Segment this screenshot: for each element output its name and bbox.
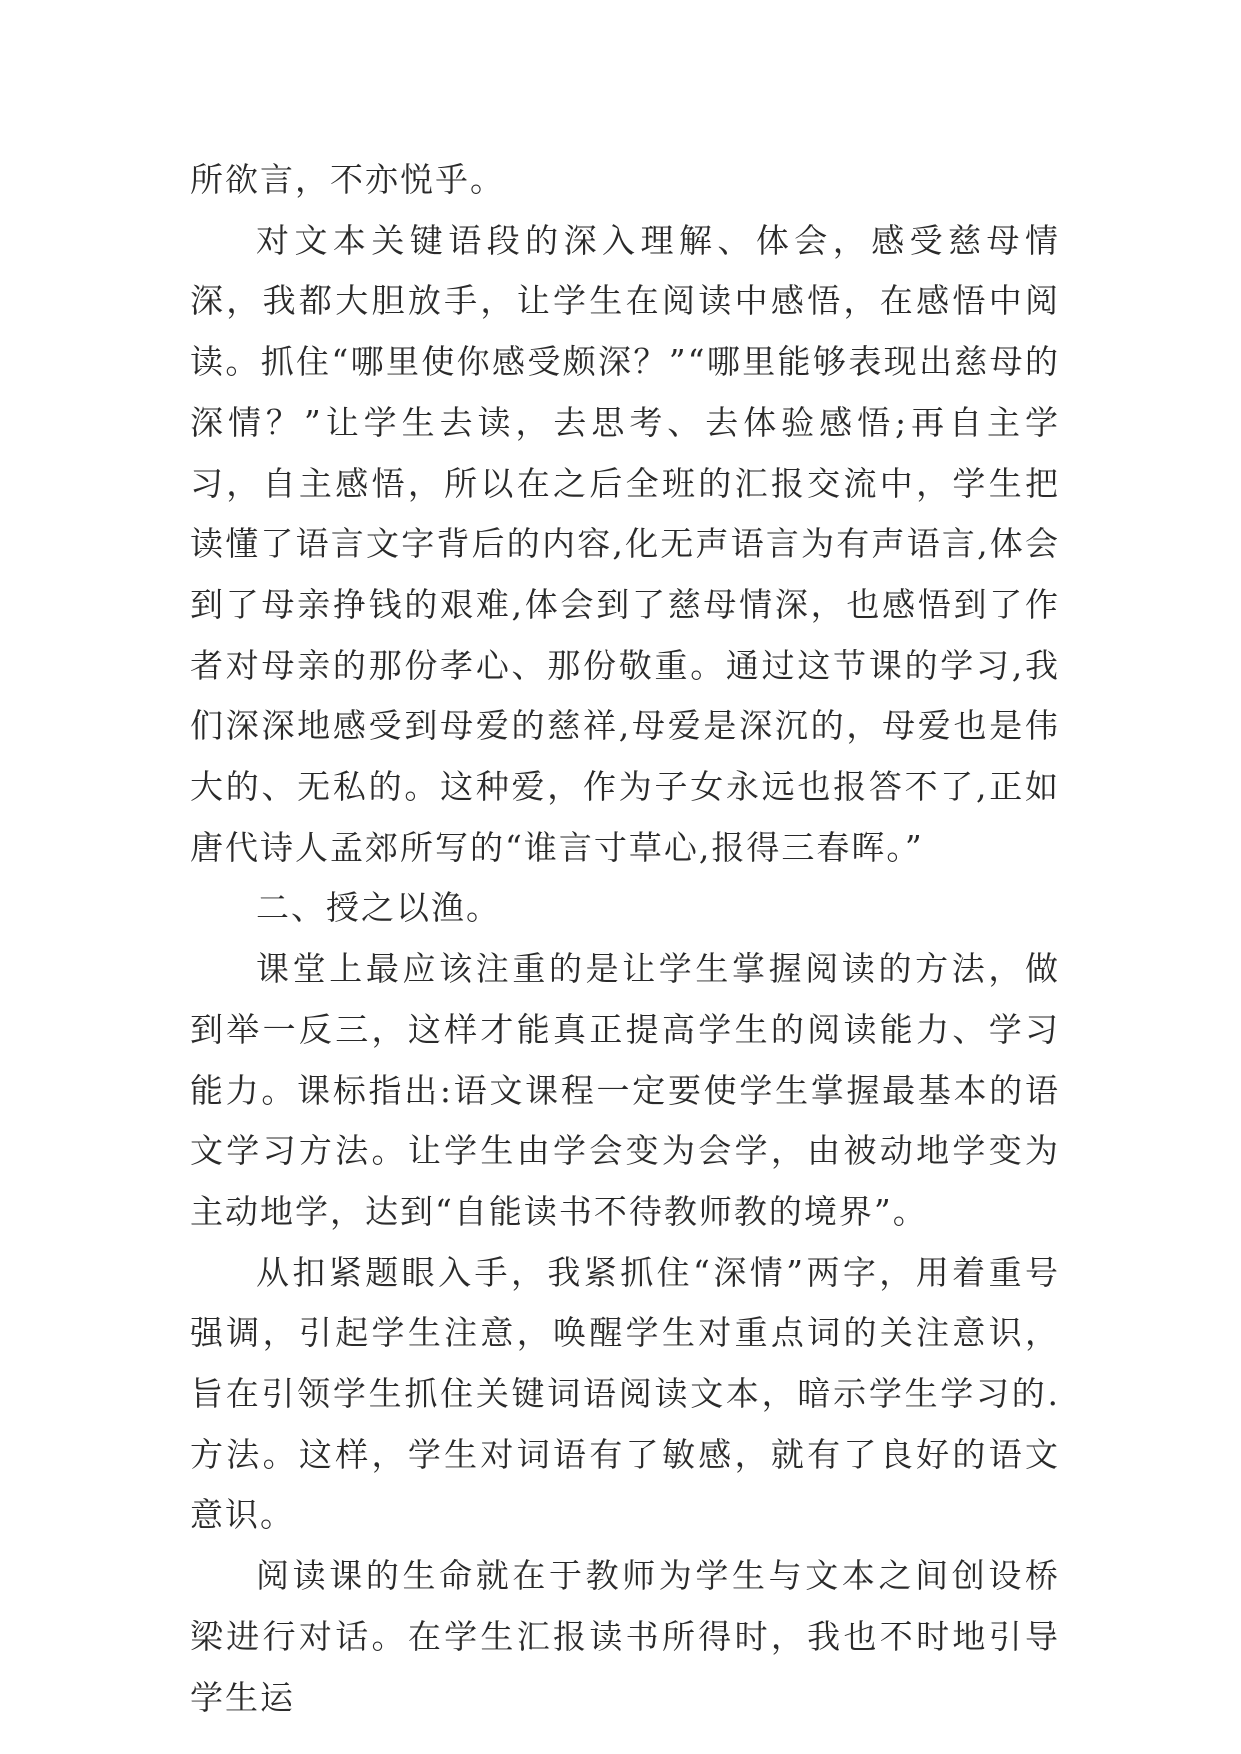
paragraph: 对文本关键语段的深入理解、体会，感受慈母情深，我都大胆放手，让学生在阅读中感悟，在感悟中阅读。抓住“哪里使你感受颇深？”“哪里能够表现出慈母的深情？”让学生去读，去思考、去体验感悟;再自主学习，自主感悟，所以在之后全班的汇报交流中，学生把读懂了语言文字背后的内容,化无声语言为有声语言,体会到了母亲挣钱的艰难,体会到了慈母情深，也感悟到了作者对母亲的那份孝心、那份敬重。通过这节课的学习,我们深深地感受到母爱的慈祥,母爱是深沉的，母爱也是伟大的、无私的。这种爱，作为子女永远也报答不了,正如唐代诗人孟郊所写的“谁言寸草心,报得三春晖。”	[190, 220, 1060, 867]
paragraph: 所欲言，不亦悦乎。	[190, 160, 505, 199]
paragraph: 阅读课的生命就在于教师为学生与文本之间创设桥梁进行对话。在学生汇报读书所得时，我也不时地引导学生运	[190, 1556, 1060, 1717]
paragraph: 从扣紧题眼入手，我紧抓住“深情”两字，用着重号强调，引起学生注意，唤醒学生对重点词的关注意识，旨在引领学生抓住关键词语阅读文本，暗示学生学习的.方法。这样，学生对词语有了敏感，就有了良好的语文意识。	[190, 1252, 1060, 1535]
section-heading: 二、授之以渔。	[256, 888, 501, 928]
body-text	[190, 150, 1060, 1728]
paragraph: 课堂上最应该注重的是让学生掌握阅读的方法，做到举一反三，这样才能真正提高学生的阅读能力、学习能力。课标指出:语文课程一定要使学生掌握最基本的语文学习方法。让学生由学会变为会学，由被动地学变为主动地学，达到“自能读书不待教师教的境界”。	[190, 949, 1060, 1231]
